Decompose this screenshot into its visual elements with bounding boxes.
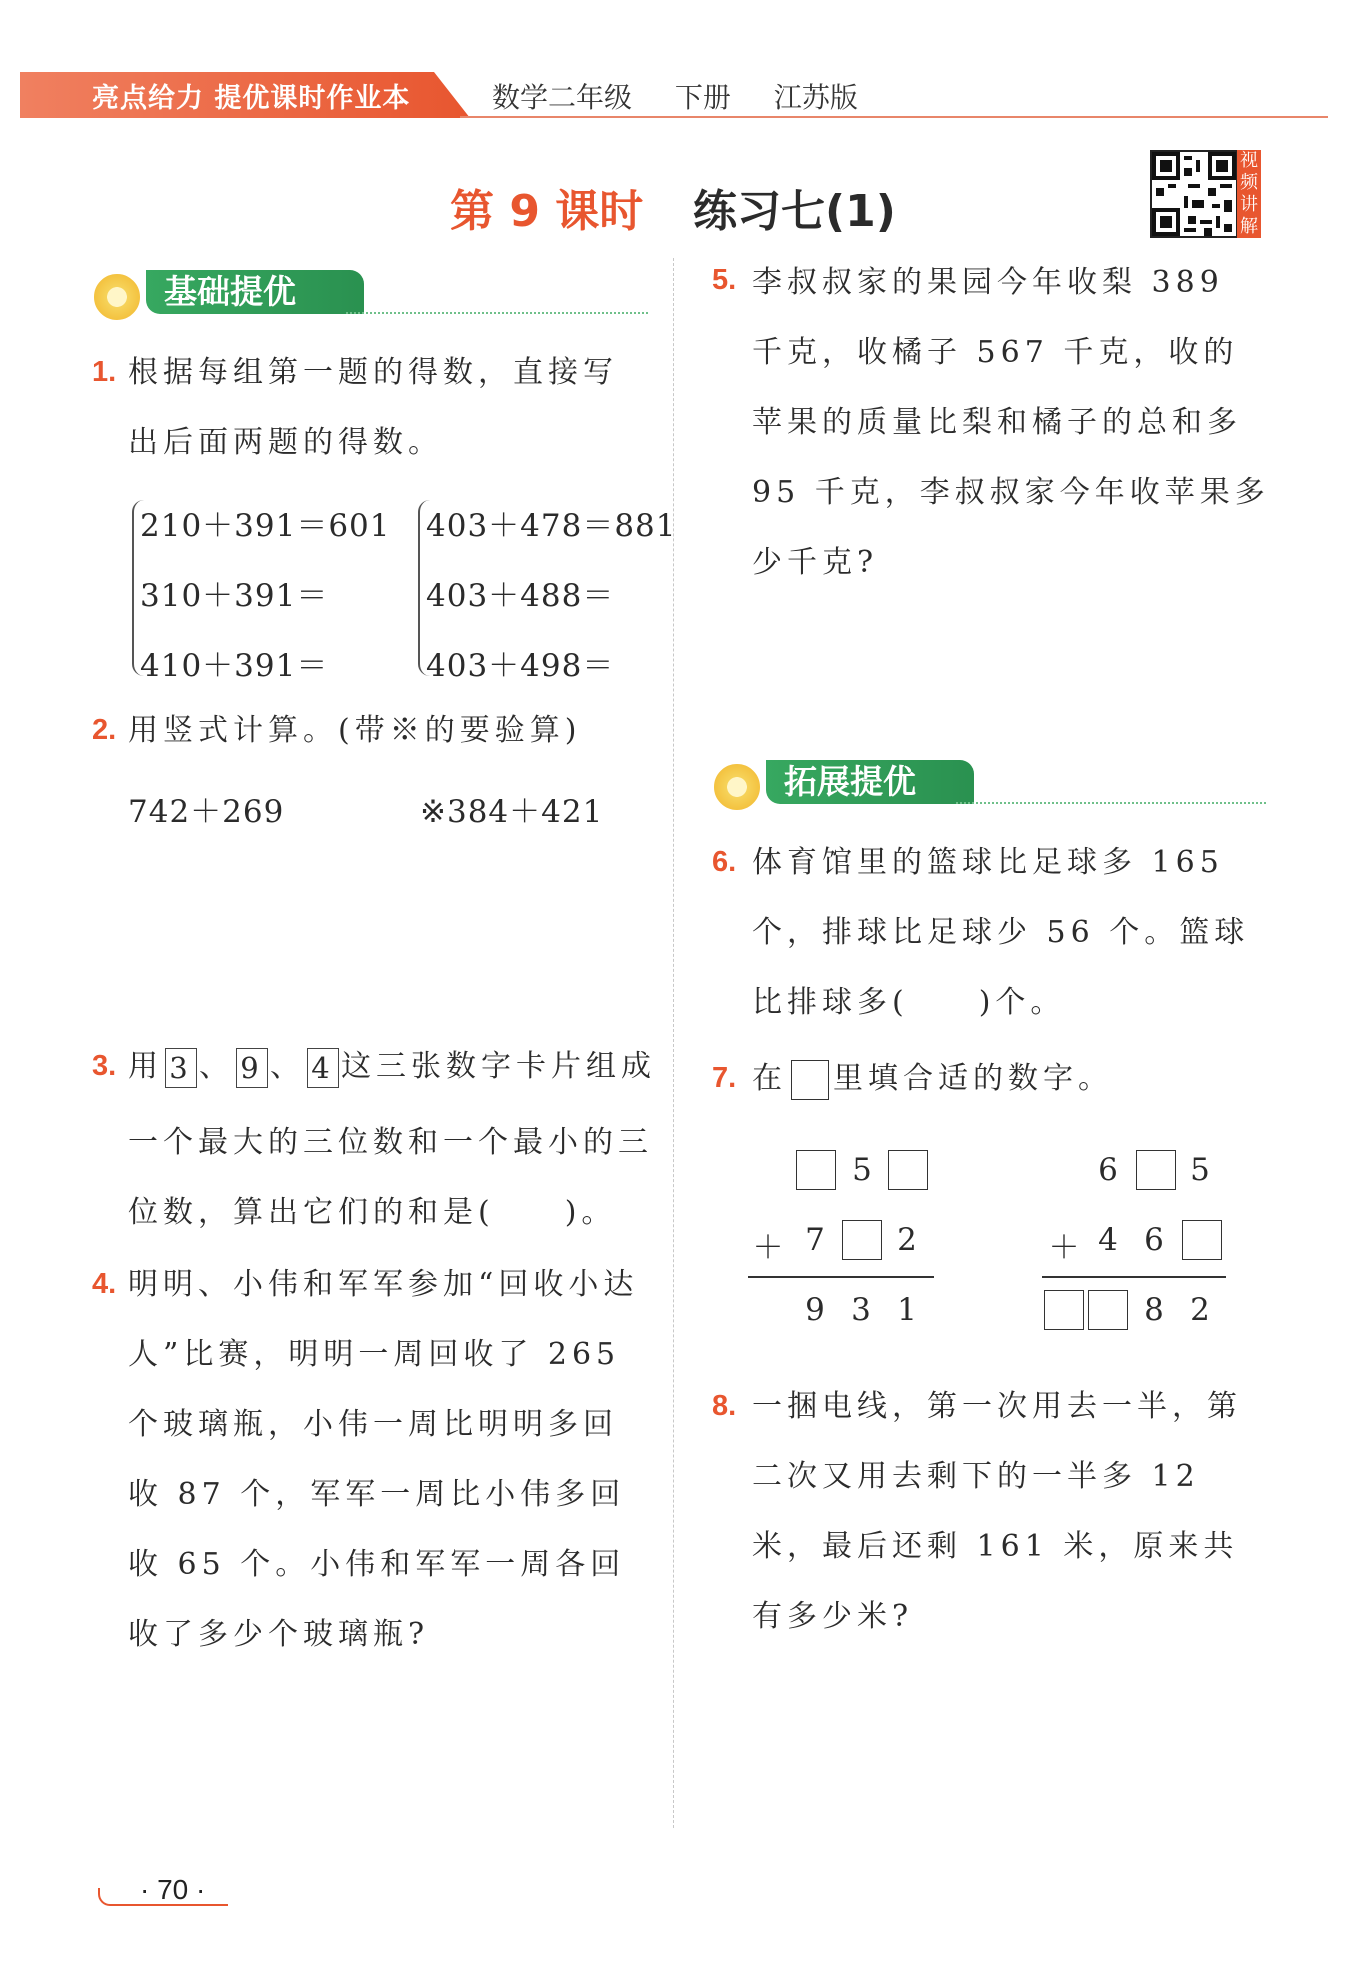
q1-eq-a3: 410＋391＝ [140, 648, 329, 684]
q3-post: 这三张数字卡片组成 [341, 1049, 656, 1084]
digit-card-3: 3 [165, 1048, 197, 1088]
q7a-mid-hundreds: 7 [805, 1222, 825, 1258]
q7a-mid-ones: 2 [897, 1222, 917, 1258]
book-info [492, 76, 892, 116]
digit-card-4: 4 [307, 1048, 339, 1088]
q6-text: 体育馆里的篮球比足球多 165 个，排球比足球少 56 个。篮球比排球多( )个。 [752, 845, 1250, 1020]
q1-text: 根据每组第一题的得数，直接写出后面两题的得数。 [128, 355, 618, 460]
q7a-top-tens: 5 [852, 1152, 872, 1188]
video-explain-label: 视频讲解 [1237, 150, 1261, 238]
q7a-result-ones: 1 [897, 1292, 917, 1328]
q3-line3: 位数，算出它们的和是( )。 [128, 1195, 617, 1230]
qr-code-icon[interactable] [1150, 150, 1238, 238]
section-basic-rule [346, 312, 648, 314]
blank-box-sample [791, 1060, 829, 1100]
q5-number: 5. [712, 264, 737, 296]
q7a-plus: ＋ [752, 1230, 784, 1266]
q7b-top-ones: 5 [1190, 1152, 1210, 1188]
q1-eq-b1: 403＋478＝881 [426, 508, 677, 544]
q1-eq-a2: 310＋391＝ [140, 578, 329, 614]
page-number: · 70 · [140, 1874, 206, 1905]
q7a-result-hundreds: 9 [805, 1292, 825, 1328]
q3-pre: 用 [128, 1049, 163, 1084]
lesson-number: 第 9 课时 [450, 186, 644, 237]
q7-number: 7. [712, 1062, 737, 1094]
q7b-plus: ＋ [1048, 1230, 1080, 1266]
q3-sep-2: 、 [270, 1049, 305, 1084]
q7b-top-hundreds: 6 [1098, 1152, 1118, 1188]
q7b-result-tens: 8 [1144, 1292, 1164, 1328]
q7-pre: 在 [752, 1061, 787, 1096]
q1-eq-b3: 403＋498＝ [426, 648, 615, 684]
q1-number: 1. [92, 356, 117, 388]
digit-card-9: 9 [236, 1048, 268, 1088]
q7b-result-hundreds-box[interactable] [1088, 1290, 1128, 1330]
q2-number: 2. [92, 714, 117, 746]
q7b-mid-tens: 6 [1144, 1222, 1164, 1258]
q4-text: 明明、小伟和军军参加“回收小达人”比赛，明明一周回收了 265 个玻璃瓶，小伟一周比明明多回收 87 个，军军一周比小伟多回收 65 个。小伟和军军一周各回收了多少个玻璃瓶? [128, 1267, 639, 1652]
column-divider [673, 258, 674, 1828]
page-number-ornament [98, 1888, 140, 1906]
edition-label: 江苏版 [773, 81, 858, 114]
q3-sep-1: 、 [199, 1049, 234, 1084]
volume-label: 下册 [674, 81, 731, 114]
q1-eq-a1: 210＋391＝601 [140, 508, 391, 544]
subject-label: 数学二年级 [492, 81, 633, 114]
q7b-top-tens-box[interactable] [1136, 1150, 1176, 1190]
q7a-top-ones-box[interactable] [888, 1150, 928, 1190]
q7b-mid-hundreds: 4 [1098, 1222, 1118, 1258]
q3-number: 3. [92, 1050, 117, 1082]
q6-number: 6. [712, 846, 737, 878]
lesson-title: 练习七(1) [693, 186, 896, 237]
q8-text: 一捆电线，第一次用去一半，第二次又用去剩下的一半多 12 米，最后还剩 161 米，原来共有多少米? [752, 1389, 1242, 1634]
q7b-sum-line [1042, 1276, 1226, 1278]
q8-number: 8. [712, 1390, 737, 1422]
section-basic-title: 基础提优 [146, 270, 364, 314]
gear-icon [92, 272, 142, 322]
q1-eq-b2: 403＋488＝ [426, 578, 615, 614]
q7b-result-ones: 2 [1190, 1292, 1210, 1328]
q2-item-1: 742＋269 [128, 794, 285, 830]
trophy-icon [712, 762, 762, 812]
q7b-mid-ones-box[interactable] [1182, 1220, 1222, 1260]
header-rule [460, 116, 1328, 118]
section-extend-rule [956, 802, 1266, 804]
q3-line1 [128, 1032, 668, 1102]
series-title: 亮点给力 提优课时作业本 [92, 83, 411, 114]
q4-number: 4. [92, 1268, 117, 1300]
q5-text: 李叔叔家的果园今年收梨 389 千克，收橘子 567 千克，收的苹果的质量比梨和橘子的总和多 95 千克，李叔叔家今年收苹果多少千克? [752, 265, 1270, 580]
q7a-result-tens: 3 [851, 1292, 871, 1328]
q3-line2: 一个最大的三位数和一个最小的三 [128, 1125, 653, 1160]
q2-item-2: ※384＋421 [420, 794, 604, 830]
q2-text: 用竖式计算。(带※的要验算) [128, 713, 582, 748]
section-extend-title: 拓展提优 [766, 760, 974, 804]
q7a-mid-tens-box[interactable] [842, 1220, 882, 1260]
q7-post: 里填合适的数字。 [833, 1061, 1113, 1096]
q7a-top-hundreds-box[interactable] [796, 1150, 836, 1190]
q7a-sum-line [748, 1276, 934, 1278]
q7-line [752, 1044, 1113, 1114]
q7b-result-thousands-box[interactable] [1044, 1290, 1084, 1330]
